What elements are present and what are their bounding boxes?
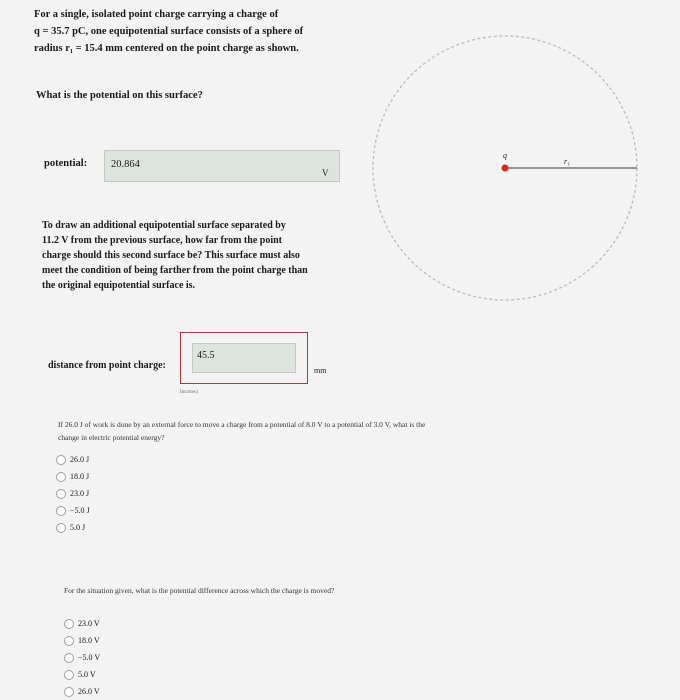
potential-unit: V bbox=[322, 168, 329, 178]
option-label: 23.0 J bbox=[70, 489, 90, 498]
option-18-j[interactable] bbox=[56, 468, 90, 485]
radio-button[interactable] bbox=[56, 455, 66, 465]
radio-button[interactable] bbox=[64, 670, 74, 680]
option-label: −5.0 V bbox=[78, 653, 101, 662]
radio-button[interactable] bbox=[64, 653, 74, 663]
distance-label: distance from point charge: bbox=[48, 360, 166, 371]
radio-button[interactable] bbox=[64, 636, 74, 646]
question-4-text bbox=[58, 418, 558, 444]
question-1-text bbox=[34, 6, 354, 57]
option-23-j[interactable] bbox=[56, 485, 90, 502]
question-3-line: charge should this second surface be? This surface must also bbox=[42, 250, 300, 261]
option-5-j[interactable] bbox=[56, 519, 90, 536]
radio-button[interactable] bbox=[64, 619, 74, 629]
radio-button[interactable] bbox=[56, 472, 66, 482]
distance-unit: mm bbox=[314, 366, 327, 375]
question-1-line: q = 35.7 pC, one equipotential surface consists of a sphere of bbox=[34, 26, 304, 37]
option-label: 18.0 V bbox=[78, 636, 100, 645]
question-5-text: For the situation given, what is the potential difference across which the charge is moved? bbox=[64, 586, 335, 595]
question-2-text: What is the potential on this surface? bbox=[36, 90, 203, 101]
option-neg5-j[interactable] bbox=[56, 502, 90, 519]
charge-label: q bbox=[503, 151, 507, 160]
potential-label: potential: bbox=[44, 158, 88, 169]
question-3-line: meet the condition of being farther from the point charge than bbox=[42, 265, 308, 276]
option-label: 18.0 J bbox=[70, 472, 90, 481]
option-5-v[interactable] bbox=[64, 666, 100, 683]
option-label: 5.0 J bbox=[70, 523, 86, 532]
distance-input[interactable]: 45.5 bbox=[192, 343, 296, 373]
radio-button[interactable] bbox=[56, 523, 66, 533]
radio-button[interactable] bbox=[64, 687, 74, 697]
question-3-line: the original equipotential surface is. bbox=[42, 280, 196, 291]
equipotential-diagram bbox=[360, 0, 680, 340]
question-1-line: radius r₁ = 15.4 mm centered on the point charge as shown. bbox=[34, 43, 299, 54]
option-label: −5.0 J bbox=[70, 506, 90, 515]
option-26-v[interactable] bbox=[64, 683, 100, 700]
potential-input[interactable]: 20.864 bbox=[104, 150, 340, 182]
option-label: 23.0 V bbox=[78, 619, 100, 628]
question-4-line: change in electric potential energy? bbox=[58, 433, 165, 442]
radio-button[interactable] bbox=[56, 506, 66, 516]
option-26-j[interactable] bbox=[56, 451, 90, 468]
question-1-line: For a single, isolated point charge carrying a charge of bbox=[34, 9, 279, 20]
option-label: 26.0 V bbox=[78, 687, 100, 696]
radio-button[interactable] bbox=[56, 489, 66, 499]
incorrect-feedback: Incorrect bbox=[180, 390, 199, 395]
question-3-line: 11.2 V from the previous surface, how far from the point bbox=[42, 235, 282, 246]
option-label: 5.0 V bbox=[78, 670, 96, 679]
option-neg5-v[interactable] bbox=[64, 649, 100, 666]
question-4-options bbox=[56, 451, 90, 536]
question-3-line: To draw an additional equipotential surface separated by bbox=[42, 220, 286, 231]
question-5-options bbox=[64, 615, 100, 700]
option-label: 26.0 J bbox=[70, 455, 90, 464]
question-4-line: If 26.0 J of work is done by an external force to move a charge from a potential of 8.0 V to a potential of 3.0 V, what is the bbox=[58, 420, 426, 429]
option-23-v[interactable] bbox=[64, 615, 100, 632]
point-charge-dot bbox=[502, 165, 509, 172]
question-3-text bbox=[42, 218, 342, 293]
radius-label: r₁ bbox=[564, 157, 570, 166]
option-18-v[interactable] bbox=[64, 632, 100, 649]
